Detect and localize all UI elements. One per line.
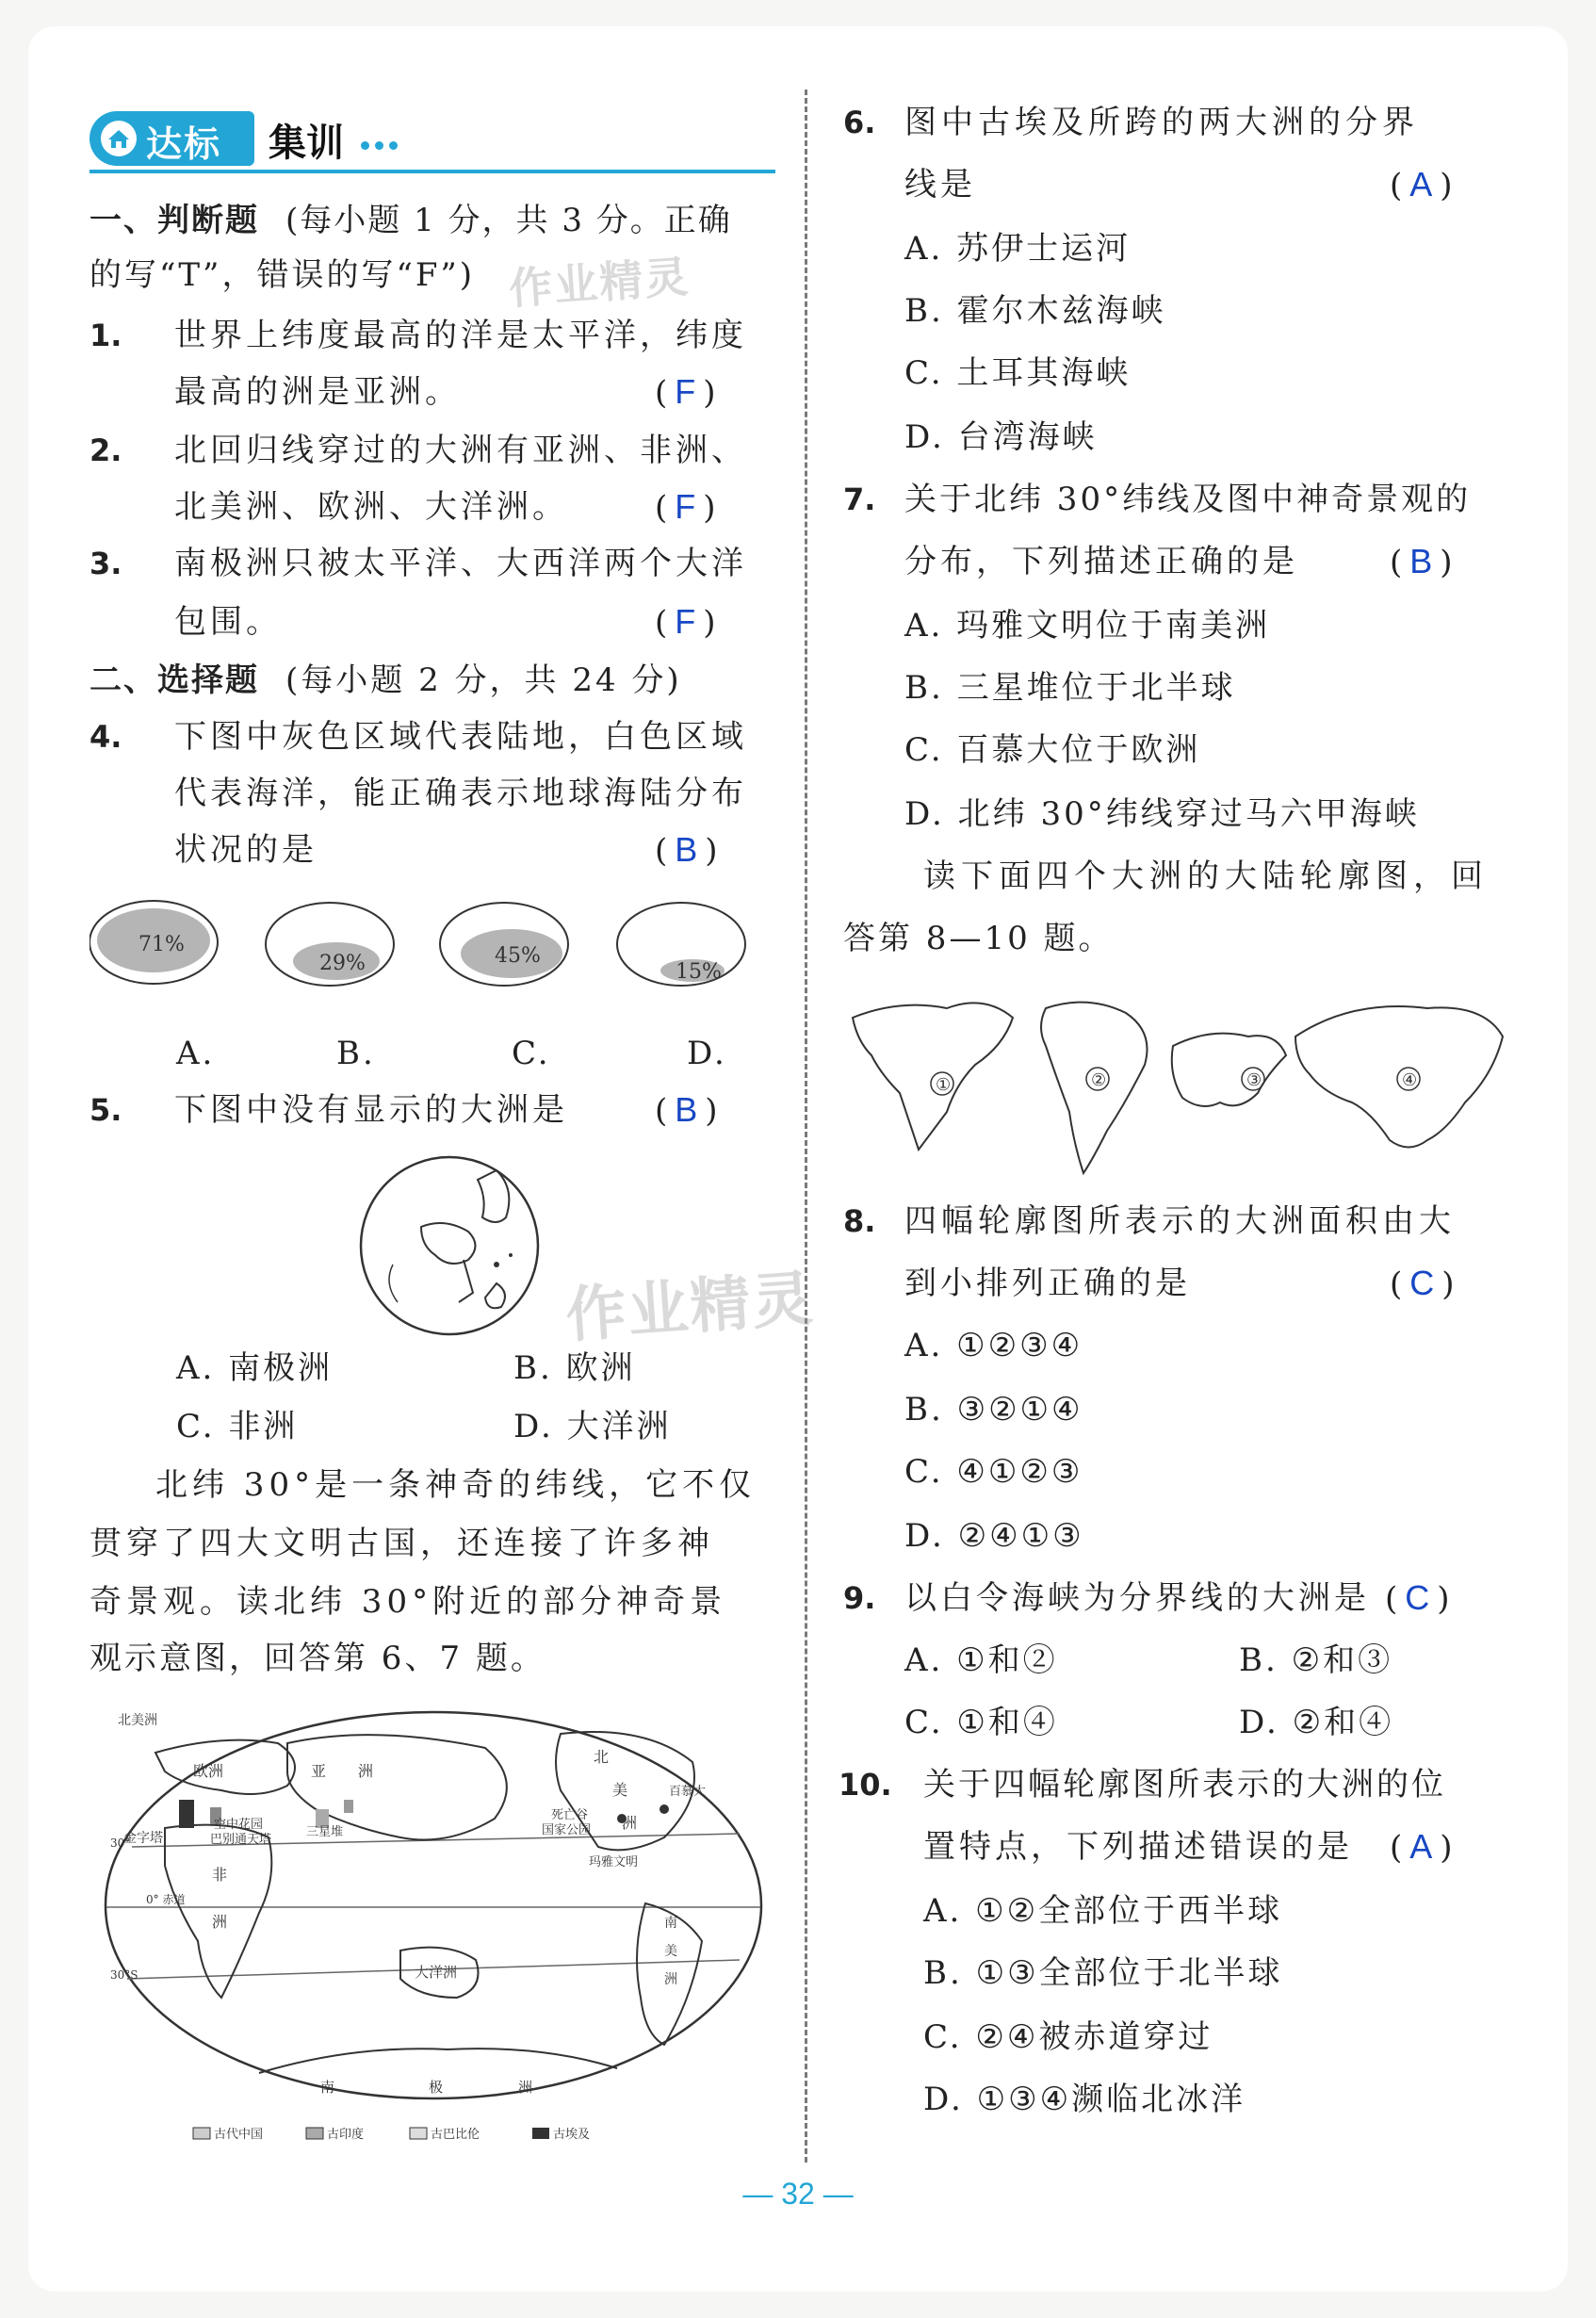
q5-number: 5. [90,1092,122,1128]
passage1-line3: 奇景观。读北纬 30°附近的部分神奇景 [90,1583,727,1621]
q4-label-c: C. [512,1035,551,1072]
map-label-garden: 空中花园 [214,1818,264,1832]
map-label-asia-1: 亚 [311,1762,327,1780]
q10-text-cont: 置特点，下列描述错误的是 [923,1828,1353,1866]
q8-text-cont: 到小排列正确的是 [904,1265,1191,1302]
q7-option-c: C. 百慕大位于欧洲 [904,731,1201,769]
map-label-maya: 玛雅文明 [589,1855,639,1869]
q9-text: 以白令海峡为分界线的大洲是 [904,1579,1370,1617]
outline-4-label: ④ [1402,1070,1418,1090]
q6-option-d: D. 台湾海峡 [904,418,1098,456]
q6-option-a: A. 苏伊士运河 [904,230,1132,268]
map-label-africa-2: 洲 [212,1913,228,1931]
q9-number: 9. [843,1580,876,1616]
q4-number: 4. [90,719,122,755]
q6-answer: A [1409,165,1433,204]
legend-ancient-china: 古代中国 [214,2128,264,2142]
q6-text: 图中古埃及所跨的两大洲的分界 [904,104,1419,141]
q7-text-cont: 分布，下列描述正确的是 [904,543,1298,580]
oval-b [266,903,394,986]
map-label-sa-1: 南 [664,1916,677,1931]
q7-answer: B [1409,542,1433,580]
watermark-middle: 作业精灵 [563,1264,817,1352]
q10-number: 10. [839,1767,892,1803]
q4-label-b: B. [336,1035,376,1072]
q1-number: 1. [90,318,122,353]
q5-option-b: B. 欧洲 [513,1349,636,1387]
q10-option-b: B. ①③全部位于北半球 [923,1954,1283,1992]
q4-label-a: A. [176,1035,216,1072]
map-label-sa-2: 美 [664,1944,677,1959]
house-icon [99,119,138,158]
map-label-30s: 30°S [110,1968,138,1982]
world-map-30n [90,1696,775,2148]
q5-answer: B [675,1090,698,1129]
passage1-line1: 北纬 30°是一条神奇的纬线，它不仅 [155,1466,757,1504]
q4-oval-figures [90,895,775,1008]
banner-underline [90,170,775,173]
q9-option-d: D. ②和④ [1239,1704,1394,1741]
q5-globe-figure [355,1151,544,1340]
oval-a-label: 71% [138,933,185,956]
banner-badge-text: 达标 [146,123,222,165]
passage2-line1: 读下面四个大洲的大陆轮廓图，回 [923,857,1489,895]
map-label-africa-1: 非 [212,1866,228,1884]
passage1-line4: 观示意图，回答第 6、7 题。 [90,1640,546,1677]
section1-title: 一、判断题 [90,202,259,239]
q7-option-a: A. 玛雅文明位于南美洲 [904,607,1271,645]
continent-outlines [843,980,1512,1187]
watermark-top: 作业精灵 [507,251,692,315]
q2-answer-blank: ( F ) [655,487,716,527]
section-banner [90,94,775,179]
oval-c-label: 45% [495,944,541,968]
q1-text: 世界上纬度最高的洋是太平洋，纬度 [174,317,747,354]
q10-option-d: D. ①③④濒临北冰洋 [923,2081,1246,2118]
map-label-na-1: 北 [594,1748,610,1766]
oval-b-label: 29% [319,952,366,975]
q7-answer-blank: ( B ) [1390,542,1453,581]
q1-text-cont: 最高的洲是亚洲。 [174,373,461,411]
q5-option-a: A. 南极洲 [176,1349,334,1387]
map-label-europe: 欧洲 [193,1762,224,1780]
q3-answer: F [675,602,696,641]
q4-answer-blank: ( B ) [655,830,718,870]
q7-text: 关于北纬 30°纬线及图中神奇景观的 [904,481,1472,518]
map-legend [193,2127,590,2142]
q10-text: 关于四幅轮廓图所表示的大洲的位 [923,1766,1446,1804]
q10-answer-blank: ( A ) [1390,1827,1453,1867]
banner-dots [361,136,403,154]
outline-2 [1041,1003,1148,1173]
map-label-sa-3: 洲 [664,1972,677,1987]
section2-title: 二、选择题 [90,661,259,699]
q8-text: 四幅轮廓图所表示的大洲面积由大 [904,1202,1456,1240]
q9-option-a: A. ①和② [904,1641,1058,1679]
q9-answer-blank: ( C ) [1385,1578,1450,1618]
map-label-na-2: 美 [612,1781,628,1799]
map-label-na-3: 洲 [622,1814,638,1832]
q3-number: 3. [90,546,122,581]
q6-option-c: C. 土耳其海峡 [904,354,1132,392]
q5-option-d: D. 大洋洲 [513,1408,672,1445]
q5-option-c: C. 非洲 [176,1408,299,1445]
outline-2-label: ② [1091,1070,1107,1090]
q4-text: 下图中灰色区域代表陆地，白色区域 [174,718,747,756]
oval-a [90,901,218,984]
q9-answer: C [1405,1578,1430,1617]
q8-option-c: C. ④①②③ [904,1453,1083,1491]
q7-number: 7. [843,482,876,517]
q6-number: 6. [843,105,876,140]
q10-answer: A [1409,1827,1433,1866]
q2-number: 2. [90,433,122,468]
q5-answer-blank: ( B ) [655,1090,718,1130]
section2-note: (每小题 2 分，共 24 分) [285,661,682,699]
q3-text: 南极洲只被太平洋、大西洋两个大洋 [174,545,747,582]
outline-1 [853,1003,1013,1150]
q5-text: 下图中没有显示的大洲是 [174,1091,568,1129]
q4-text-cont: 代表海洋，能正确表示地球海陆分布 [174,775,747,812]
q9-option-c: C. ①和④ [904,1704,1058,1741]
map-label-park: 国家公园 [542,1823,592,1837]
q6-option-b: B. 霍尔木兹海峡 [904,292,1166,330]
q7-option-d: D. 北纬 30°纬线穿过马六甲海峡 [904,795,1420,833]
map-label-30n: 30° [110,1836,131,1850]
q4-text-cont2: 状况的是 [174,831,318,869]
passage1-line2: 贯穿了四大文明古国，还连接了许多神 [90,1525,714,1562]
q8-option-d: D. ②④①③ [904,1517,1084,1555]
map-label-tower: 巴别通天塔 [210,1833,272,1847]
section1-note-cont: 的写“T”，错误的写“F”) [90,256,476,294]
q3-text-cont: 包围。 [174,603,282,641]
legend-ancient-babylon: 古巴比伦 [431,2128,480,2142]
oval-c [440,903,568,986]
q4-answer: B [675,830,698,869]
q7-option-b: B. 三星堆位于北半球 [904,669,1236,707]
q4-label-d: D. [687,1035,727,1072]
banner-title: 集训 [269,122,344,165]
oval-d-label: 15% [676,960,722,984]
outline-1-label: ① [936,1075,952,1095]
outline-3 [1172,1034,1286,1106]
q8-option-b: B. ③②①④ [904,1391,1083,1428]
section1-note: (每小题 1 分，共 3 分。正确 [285,202,732,239]
q2-text: 北回归线穿过的大洲有亚洲、非洲、 [174,432,747,469]
legend-ancient-india: 古印度 [327,2128,365,2142]
q10-option-c: C. ②④被赤道穿过 [923,2018,1213,2056]
map-label-ant-2: 极 [429,2079,444,2096]
q1-answer-blank: ( F ) [655,372,716,412]
passage2-line2: 答第 8—10 题。 [843,920,1114,957]
map-label-bermuda: 百慕大 [669,1785,707,1799]
q8-answer: C [1409,1264,1435,1302]
q9-option-b: B. ②和③ [1239,1641,1393,1679]
q6-answer-blank: ( A ) [1390,165,1453,204]
map-label-pyramid: 金字塔 [123,1831,163,1846]
q8-option-a: A. ①②③④ [904,1327,1083,1364]
map-label-death: 死亡谷 [551,1808,589,1822]
banner-badge [90,111,254,166]
map-label-ant-3: 洲 [518,2079,533,2096]
map-label-oceania: 大洋洲 [415,1964,458,1981]
map-label-sanxing: 三星堆 [306,1825,344,1839]
q2-text-cont: 北美洲、欧洲、大洋洲。 [174,488,568,526]
q3-answer-blank: ( F ) [655,602,716,642]
q8-number: 8. [843,1203,876,1239]
map-label-asia-2: 洲 [358,1762,374,1780]
map-label-na-small: 北美洲 [118,1713,157,1728]
q6-text-cont: 线是 [904,166,976,204]
q1-answer: F [675,372,696,411]
outline-4 [1295,1006,1503,1148]
map-label-ant-1: 南 [320,2079,335,2096]
q8-answer-blank: ( C ) [1390,1264,1455,1303]
page-number: — 32 — [742,2177,854,2211]
oval-d [617,903,745,986]
q2-answer: F [675,487,696,526]
q10-option-a: A. ①②全部位于西半球 [923,1892,1283,1930]
column-divider [805,90,807,2163]
legend-ancient-egypt: 古埃及 [553,2128,591,2142]
outline-3-label: ③ [1246,1070,1262,1090]
map-label-equator: 0° 赤道 [146,1893,186,1906]
